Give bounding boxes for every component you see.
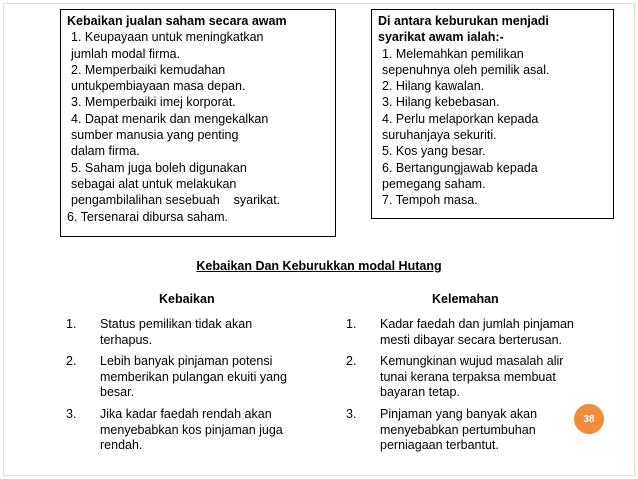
item-text: Kemungkinan wujud masalah alir tunai kerana terpaksa membuat bayaran tetap. bbox=[380, 354, 564, 400]
box-title-line-1: Di antara keburukan menjadi bbox=[378, 14, 549, 28]
list-item: dalam firma. bbox=[71, 144, 140, 159]
list-item: 4. Dapat menarik dan mengekalkan bbox=[71, 111, 269, 126]
list-item: 4. Perlu melaporkan kepada bbox=[382, 111, 539, 126]
public-share-advantages-box bbox=[60, 9, 336, 237]
list-item: untukpembiayaan masa depan. bbox=[71, 79, 246, 94]
list-item: 6. Tersenarai dibursa saham. bbox=[67, 209, 228, 224]
item-number: 3. bbox=[346, 406, 357, 421]
section-title: Kebaikan Dan Keburukkan modal Hutang bbox=[196, 259, 442, 273]
list-item: 2. Hilang kawalan. bbox=[382, 79, 485, 94]
list-item bbox=[66, 317, 326, 348]
item-number: 3. bbox=[66, 406, 77, 421]
item-number: 2. bbox=[66, 354, 77, 369]
disadvantages-list bbox=[346, 317, 606, 460]
item-number: 1. bbox=[346, 317, 357, 331]
list-item: sebagai alat untuk melakukan bbox=[71, 176, 237, 191]
list-item: 1. Melemahkan pemilikan bbox=[382, 46, 524, 61]
list-item: 5. Saham juga boleh digunakan bbox=[71, 160, 247, 175]
list-item bbox=[346, 317, 606, 348]
public-company-disadvantages-box bbox=[371, 9, 614, 219]
list-item: 3. Memperbaiki imej korporat. bbox=[71, 95, 236, 110]
item-text: Lebih banyak pinjaman potensi memberikan pulangan ekuiti yang besar. bbox=[100, 354, 287, 400]
item-number: 2. bbox=[346, 354, 357, 369]
item-number: 1. bbox=[66, 317, 77, 331]
list-item bbox=[346, 407, 606, 454]
list-item: 6. Bertangungjawab kepada bbox=[382, 160, 538, 175]
item-text: Pinjaman yang banyak akan menyebabkan pertumbuhan perniagaan terbantut. bbox=[380, 406, 538, 453]
disadvantages-heading: Kelemahan bbox=[432, 292, 499, 306]
list-item: suruhanjaya sekuriti. bbox=[382, 128, 497, 143]
list-item bbox=[66, 407, 326, 454]
list-item: 5. Kos yang besar. bbox=[382, 144, 486, 159]
list-item bbox=[346, 354, 606, 401]
list-item: pengambilalihan sesebuah syarikat. bbox=[71, 193, 281, 208]
list-item: sepenuhnya oleh pemilik asal. bbox=[382, 62, 550, 77]
list-item: 7. Tempoh masa. bbox=[382, 193, 478, 208]
item-text: Status pemilikan tidak akan terhapus. bbox=[100, 317, 253, 347]
box-title-line-2: syarikat awam ialah:- bbox=[378, 30, 504, 45]
list-item: 1. Keupayaan untuk meningkatkan bbox=[71, 30, 264, 45]
box-title: Kebaikan jualan saham secara awam bbox=[67, 14, 287, 28]
item-text: Jika kadar faedah rendah akan menyebabkan kos pinjaman juga rendah. bbox=[100, 406, 283, 453]
list-item: 3. Hilang kebebasan. bbox=[382, 95, 500, 110]
list-item: jumlah modal firma. bbox=[71, 46, 181, 61]
list-item bbox=[66, 354, 326, 401]
list-item: 2. Memperbaiki kemudahan bbox=[71, 62, 226, 77]
page-number-badge: 38 bbox=[574, 404, 604, 434]
item-text: Kadar faedah dan jumlah pinjaman mesti dibayar secara berterusan. bbox=[380, 317, 574, 347]
list-item: sumber manusia yang penting bbox=[71, 128, 239, 143]
advantages-heading: Kebaikan bbox=[159, 292, 215, 306]
advantages-list bbox=[66, 317, 326, 460]
list-item: pemegang saham. bbox=[382, 176, 486, 191]
